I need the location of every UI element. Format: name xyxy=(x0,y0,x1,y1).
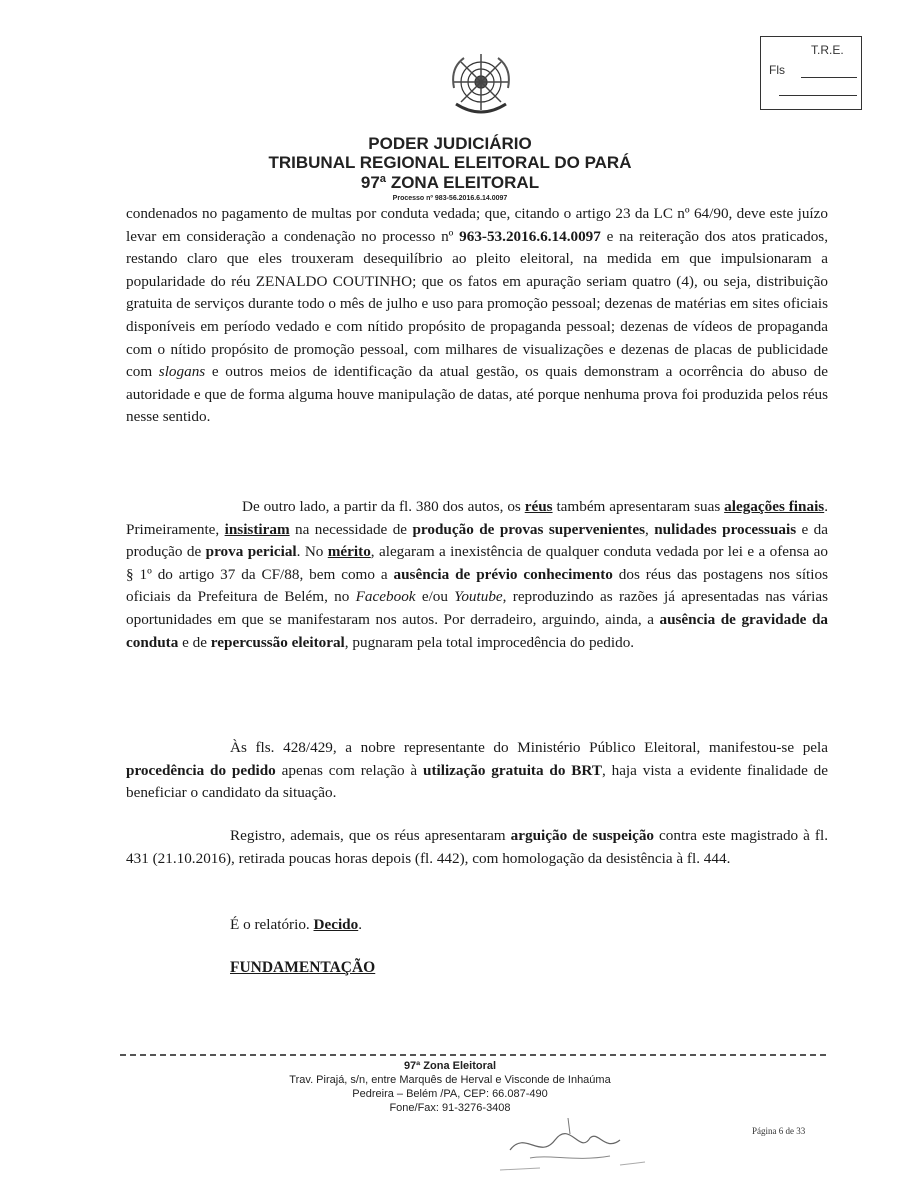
text-run: , reproduzindo as razões já apresentadas nas várias oportunidades em que se manifestaram nos autos. Por derradeiro, arguindo, ainda, a xyxy=(126,588,828,628)
text-run: , pugnaram pela total improcedência do pedido. xyxy=(344,633,635,651)
text-run: apenas com relação à xyxy=(275,761,423,779)
paragraph-relatorio xyxy=(230,914,900,937)
text-run: e da produção de xyxy=(126,520,829,561)
text-run: condenados no pagamento de multas por conduta vedada; que, citando o artigo 23 da LC nº 64/90, deve este juízo levar em consideração a condenação no processo nº xyxy=(126,205,828,245)
footer-zona: 97ª Zona Eleitoral xyxy=(403,1060,497,1072)
text-run: também apresentaram suas xyxy=(552,498,725,515)
stamp-line xyxy=(779,95,857,96)
text-run: . No xyxy=(296,543,328,561)
text-run: Às fls. 428/429, a nobre representante do Ministério Público Eleitoral, manifestou-se pela xyxy=(230,739,828,756)
text-run: réus xyxy=(524,498,553,515)
text-run: prova pericial xyxy=(205,543,297,561)
text-run: Decido xyxy=(313,916,359,933)
paragraph-3 xyxy=(126,737,828,805)
header-line-tribunal: TRIBUNAL REGIONAL ELEITORAL DO PARÁ xyxy=(268,153,632,172)
paragraph-2 xyxy=(126,496,828,654)
footer-address: Trav. Pirajá, s/n, entre Marquês de Herval e Visconde de Inhaúma xyxy=(289,1074,611,1086)
text-run: , alegaram a inexistência de qualquer conduta vedada por lei e a ofensa ao § 1º do artigo 37 da CF/88, bem como a xyxy=(126,543,829,583)
text-run: dos réus das postagens nos sítios oficiais da Prefeitura de Belém, no xyxy=(126,565,829,606)
text-run: , xyxy=(645,520,655,538)
text-run: , haja vista a evidente finalidade de beneficiar o candidato da situação. xyxy=(126,761,828,802)
stamp-label-tre: T.R.E. xyxy=(811,43,844,57)
paragraph-1 xyxy=(126,203,828,429)
text-run: produção de provas supervenientes xyxy=(412,520,646,538)
process-reference: 963-53.2016.6.14.0097 xyxy=(459,227,601,245)
text-run: mérito xyxy=(327,543,371,561)
text-run: arguição de suspeição xyxy=(510,827,655,844)
header-line-poder-judiciario: PODER JUDICIÁRIO xyxy=(368,134,532,153)
text-run: contra este magistrado à fl. 431 (21.10.2016), retirada poucas horas depois (fl. 442), com homologação da desistência à fl. 444. xyxy=(126,827,828,867)
text-run: De outro lado, a partir da fl. 380 dos autos, os xyxy=(242,498,525,515)
text-run: ausência de gravidade da conduta xyxy=(126,610,828,651)
text-run: . xyxy=(358,916,363,933)
text-run: É o relatório. xyxy=(230,916,314,933)
tre-stamp-box xyxy=(760,36,862,110)
page-number: Página 6 de 33 xyxy=(752,1126,806,1136)
text-run: insistiram xyxy=(224,520,290,538)
text-run: na necessidade de xyxy=(289,520,413,538)
text-run: ausência de prévio conhecimento xyxy=(393,565,613,583)
text-run: e/ou xyxy=(415,588,455,606)
footer-phone: Fone/Fax: 91-3276-3408 xyxy=(389,1102,511,1114)
text-run: e outros meios de identificação da atual gestão, os quais demonstram a ocorrência do abuso de autoridade e que de forma alguma houve manipulação de datas, até porque nenhuma prova foi produzida pelos réus nesse sentido. xyxy=(126,363,829,426)
text-run: nulidades processuais xyxy=(654,520,797,538)
text-run: e na reiteração dos atos praticados, restando claro que eles trouxeram desequilíbrio ao pleito eleitoral, na medida em que impulsionaram a popularidade do réu ZENALDO COUTINHO; que os fatos em apuração seriam quatro (4), ou seja, distribuição gratuita de serviços durante todo o mês de julho e uso para promoção pessoal; dezenas de matérias em sites oficiais disponíveis em período vedado e com nítido propósito de propaganda pessoal; dezenas de vídeos de propaganda com o nítido propósito de promoção pessoal, com milhares de visualizações e dezenas de placas de publicidade com xyxy=(126,227,828,381)
brazil-coat-of-arms-icon xyxy=(444,48,518,122)
footer-divider xyxy=(120,1054,826,1059)
process-number: Processo nº 983-56.2016.6.14.0097 xyxy=(392,195,508,202)
text-run: Youtube xyxy=(454,588,503,606)
text-run: e de xyxy=(178,633,211,651)
stamp-line xyxy=(801,77,857,78)
paragraph-4 xyxy=(126,825,828,870)
footer-city: Pedreira – Belém /PA, CEP: 66.087-490 xyxy=(352,1088,548,1100)
text-run: repercussão eleitoral xyxy=(210,633,345,651)
header-line-zona: 97ª ZONA ELEITORAL xyxy=(360,173,540,192)
handwritten-signature xyxy=(480,1110,660,1180)
text-run: alegações finais xyxy=(724,498,825,515)
text-run: . Primeiramente, xyxy=(126,498,828,538)
text-run: utilização gratuita do BRT xyxy=(423,761,602,779)
text-run: procedência do pedido xyxy=(126,761,276,779)
text-run: Facebook xyxy=(355,588,416,606)
stamp-label-fls: Fls xyxy=(769,63,785,77)
text-run: slogans xyxy=(158,363,206,381)
text-run: Registro, ademais, que os réus apresentaram xyxy=(230,827,511,844)
section-heading-fundamentacao: FUNDAMENTAÇÃO xyxy=(230,959,376,976)
